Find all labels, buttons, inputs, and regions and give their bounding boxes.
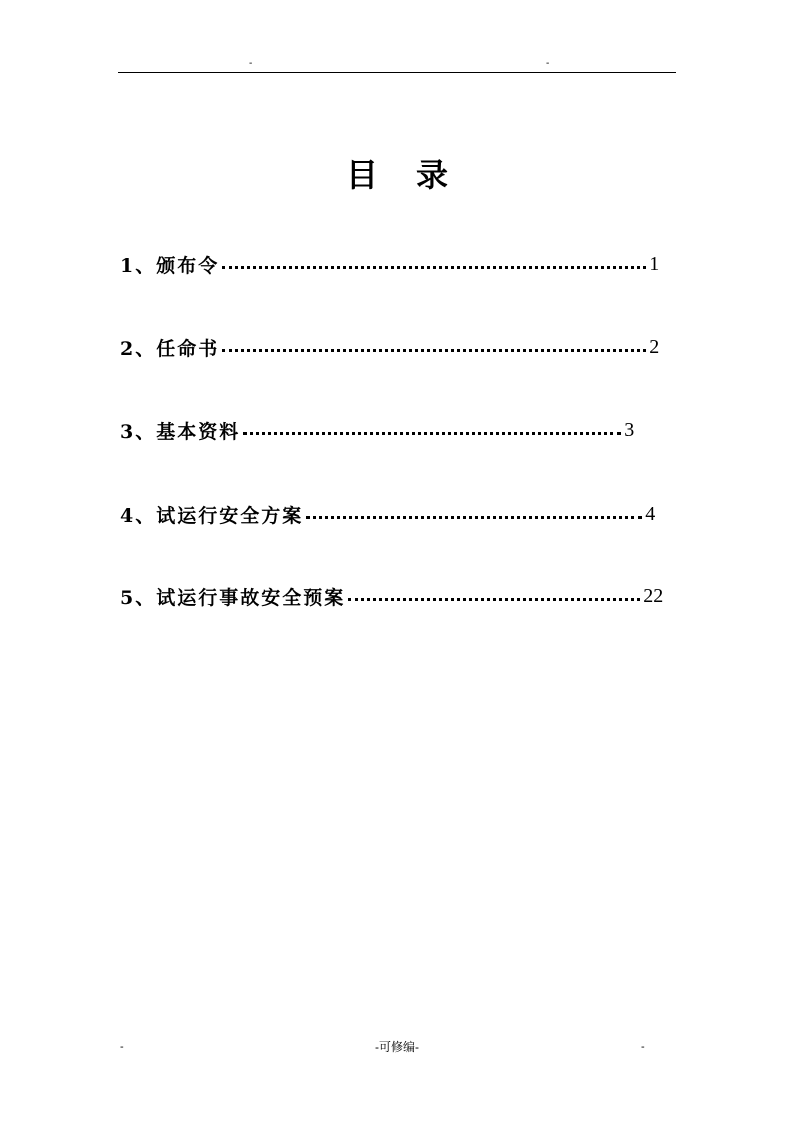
toc-entry[interactable]: [120, 499, 655, 529]
toc-entry-page-number: 2: [649, 335, 660, 358]
page-title: 目录: [345, 156, 486, 194]
toc-entry-page-number: 1: [649, 252, 660, 275]
toc-dot-leader: [348, 598, 640, 601]
footer-right-mark: -: [641, 1041, 645, 1053]
header-right-mark: -: [546, 58, 550, 69]
toc-dot-leader: [222, 266, 646, 269]
toc-entry[interactable]: [120, 415, 634, 445]
toc-entry-label: 5、试运行事故安全预案: [120, 586, 346, 609]
toc-dot-leader: [222, 349, 646, 352]
footer-center-text: -可修编-: [375, 1040, 419, 1054]
toc-entry-page-number: 3: [624, 418, 635, 441]
toc-entry[interactable]: [120, 581, 663, 611]
toc-entry-label: 4、试运行安全方案: [120, 504, 304, 527]
toc-entry-label: 3、基本资料: [120, 420, 241, 443]
toc-entry-page-number: 22: [643, 584, 664, 607]
toc-dot-leader: [306, 516, 642, 519]
toc-entry-label: 1、颁布令: [120, 254, 220, 277]
toc-entry[interactable]: [120, 332, 659, 362]
toc-entry-page-number: 4: [645, 502, 656, 525]
footer-left-mark: -: [120, 1041, 124, 1053]
toc-entry[interactable]: [120, 249, 659, 279]
toc-entry-label: 2、任命书: [120, 337, 220, 360]
header-left-mark: -: [249, 58, 253, 69]
toc-dot-leader: [243, 432, 621, 435]
header-rule: [118, 72, 676, 73]
